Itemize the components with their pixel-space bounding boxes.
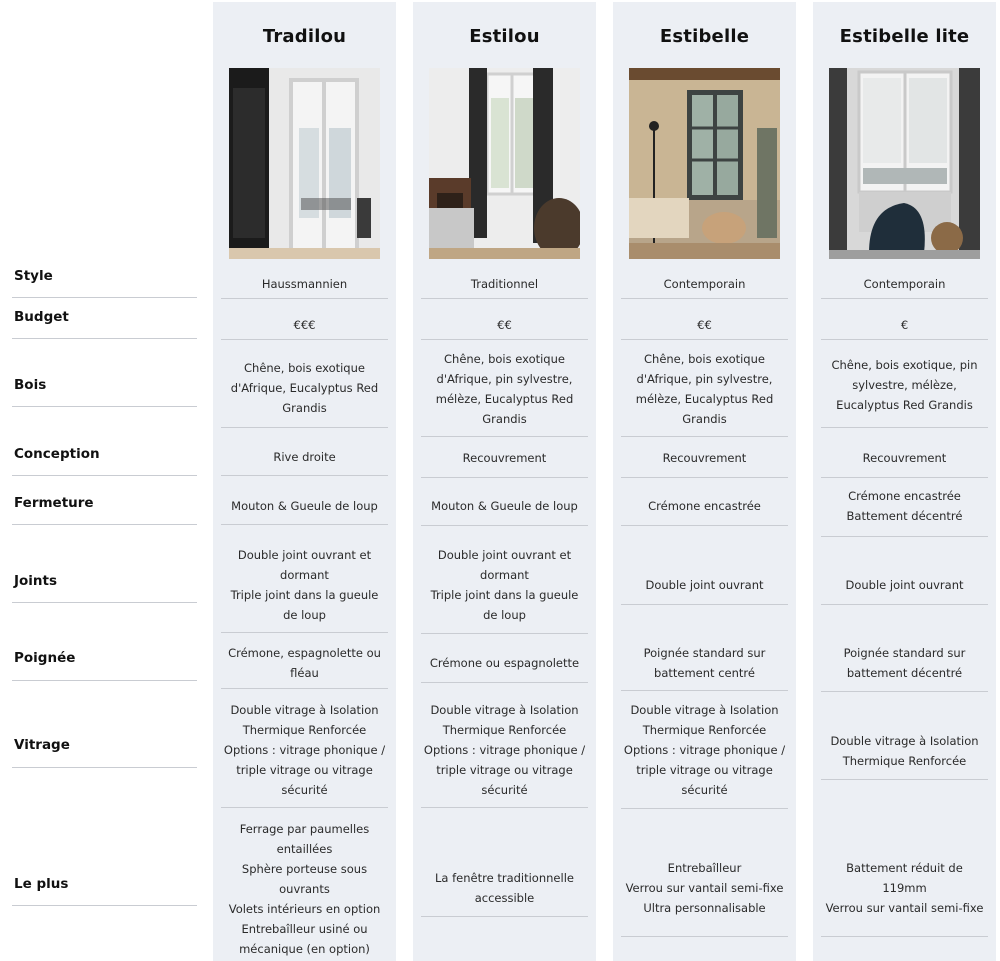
- cell-budget: €€€: [293, 317, 316, 332]
- divider: [821, 604, 988, 605]
- cell-joints: Double joint ouvrant et dormant Triple joint dans la gueule de loup: [230, 548, 379, 622]
- product-title: Tradilou: [262, 26, 347, 47]
- divider: [621, 339, 788, 340]
- divider: [821, 691, 988, 692]
- divider: [821, 779, 988, 780]
- cell-le-plus: Battement réduit de 119mm Verrou sur vantail semi-fixe: [825, 861, 984, 915]
- cell-poignee: Crémone ou espagnolette: [429, 656, 580, 670]
- divider: [221, 524, 388, 525]
- cell-conception: Rive droite: [273, 450, 336, 464]
- divider: [12, 406, 197, 407]
- divider: [821, 536, 988, 537]
- window-interior-photo-icon: [629, 68, 780, 259]
- cell-style: Contemporain: [863, 277, 946, 291]
- row-label-fermeture: Fermeture: [14, 495, 94, 511]
- divider: [621, 604, 788, 605]
- cell-vitrage: Double vitrage à Isolation Thermique Renforcée Options : vitrage phonique / triple vitrage ou vitrage sécurité: [423, 703, 586, 797]
- divider: [421, 633, 588, 634]
- product-title: Estibelle: [659, 26, 750, 47]
- divider: [221, 298, 388, 299]
- window-interior-photo-icon: [229, 68, 380, 259]
- divider: [821, 477, 988, 478]
- divider: [12, 602, 197, 603]
- divider: [821, 427, 988, 428]
- row-label-conception: Conception: [14, 446, 100, 462]
- cell-bois: Chêne, bois exotique, pin sylvestre, mélèze, Eucalyptus Red Grandis: [831, 358, 978, 412]
- cell-poignee: Crémone, espagnolette ou fléau: [228, 646, 381, 680]
- window-interior-photo-icon: [429, 68, 580, 259]
- cell-conception: Recouvrement: [462, 451, 547, 465]
- product-title: Estibelle lite: [839, 26, 970, 47]
- divider: [621, 477, 788, 478]
- divider: [621, 298, 788, 299]
- product-title: Estilou: [469, 26, 540, 47]
- row-label-vitrage: Vitrage: [14, 737, 70, 753]
- divider: [621, 936, 788, 937]
- divider: [12, 767, 197, 768]
- cell-style: Traditionnel: [470, 277, 539, 291]
- divider: [12, 680, 197, 681]
- divider: [821, 298, 988, 299]
- divider: [12, 297, 197, 298]
- cell-le-plus: Ferrage par paumelles entaillées Sphère porteuse sous ouvrants Volets intérieurs en option Entrebaîlleur usiné ou mécanique (en option): [228, 822, 381, 956]
- cell-fermeture: Mouton & Gueule de loup: [231, 499, 378, 513]
- row-label-le-plus: Le plus: [14, 876, 69, 892]
- cell-poignee: Poignée standard sur battement centré: [643, 646, 766, 680]
- divider: [421, 525, 588, 526]
- divider: [421, 298, 588, 299]
- cell-joints: Double joint ouvrant: [645, 578, 764, 592]
- row-label-bois: Bois: [14, 377, 47, 393]
- cell-bois: Chêne, bois exotique d'Afrique, Eucalyptus Red Grandis: [230, 361, 379, 415]
- divider: [421, 339, 588, 340]
- divider: [621, 525, 788, 526]
- divider: [221, 688, 388, 689]
- divider: [621, 436, 788, 437]
- divider: [221, 339, 388, 340]
- cell-le-plus: La fenêtre traditionnelle accessible: [435, 871, 574, 905]
- cell-fermeture: Mouton & Gueule de loup: [431, 499, 578, 513]
- cell-vitrage: Double vitrage à Isolation Thermique Renforcée: [830, 734, 979, 768]
- divider: [421, 436, 588, 437]
- cell-conception: Recouvrement: [862, 451, 947, 465]
- cell-bois: Chêne, bois exotique d'Afrique, pin sylvestre, mélèze, Eucalyptus Red Grandis: [435, 352, 574, 426]
- divider: [821, 339, 988, 340]
- row-label-poignee: Poignée: [14, 650, 76, 666]
- cell-poignee: Poignée standard sur battement décentré: [843, 646, 966, 680]
- divider: [621, 690, 788, 691]
- cell-bois: Chêne, bois exotique d'Afrique, pin sylvestre, mélèze, Eucalyptus Red Grandis: [635, 352, 774, 426]
- divider: [221, 427, 388, 428]
- cell-le-plus: Entrebaîlleur Verrou sur vantail semi-fixe Ultra personnalisable: [625, 861, 784, 915]
- cell-style: Haussmannien: [261, 277, 348, 291]
- cell-joints: Double joint ouvrant: [845, 578, 964, 592]
- divider: [221, 475, 388, 476]
- row-label-joints: Joints: [14, 573, 58, 589]
- cell-budget: €€: [497, 317, 512, 332]
- divider: [12, 905, 197, 906]
- cell-budget: €€: [697, 317, 712, 332]
- cell-joints: Double joint ouvrant et dormant Triple joint dans la gueule de loup: [430, 548, 579, 622]
- window-interior-photo-icon: [829, 68, 980, 259]
- product-column-tradilou: [213, 2, 396, 961]
- divider: [421, 477, 588, 478]
- divider: [221, 807, 388, 808]
- product-column-estibelle: [613, 2, 796, 961]
- divider: [12, 338, 197, 339]
- divider: [821, 936, 988, 937]
- divider: [421, 807, 588, 808]
- cell-vitrage: Double vitrage à Isolation Thermique Renforcée Options : vitrage phonique / triple vitrage ou vitrage sécurité: [223, 703, 386, 797]
- cell-conception: Recouvrement: [662, 451, 747, 465]
- divider: [421, 916, 588, 917]
- product-column-estilou: [413, 2, 596, 961]
- cell-budget: €: [900, 317, 909, 332]
- divider: [12, 524, 197, 525]
- cell-style: Contemporain: [663, 277, 746, 291]
- divider: [421, 682, 588, 683]
- divider: [621, 808, 788, 809]
- cell-fermeture: Crémone encastrée: [648, 499, 761, 513]
- product-column-estibelle-lite: [813, 2, 996, 961]
- divider: [12, 475, 197, 476]
- cell-fermeture: Crémone encastrée Battement décentré: [846, 489, 963, 523]
- divider: [221, 632, 388, 633]
- row-label-budget: Budget: [14, 309, 69, 325]
- row-label-style: Style: [14, 268, 53, 284]
- cell-vitrage: Double vitrage à Isolation Thermique Renforcée Options : vitrage phonique / triple vitrage ou vitrage sécurité: [623, 703, 786, 797]
